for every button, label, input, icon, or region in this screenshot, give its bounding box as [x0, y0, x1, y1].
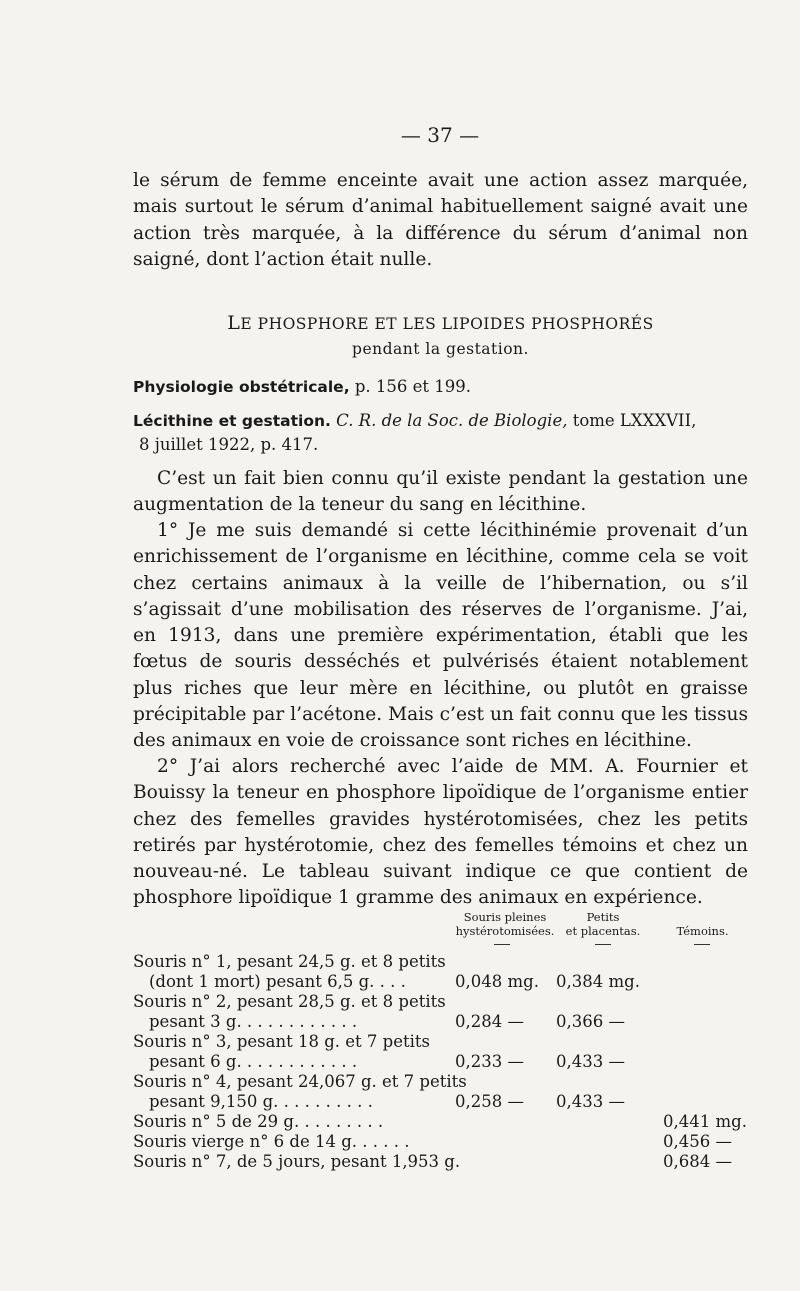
section-title-line2: pendant la gestation. [352, 340, 529, 358]
row-value-col2: 0,433 — [556, 1052, 625, 1071]
row-label: Souris n° 1, pesant 24,5 g. et 8 petits [133, 952, 446, 971]
row-value-col3: 0,456 — [663, 1132, 732, 1151]
table-header-col2 [553, 910, 653, 938]
section-title-rest: E PHOSPHORE ET LES LIPOIDES PHOSPHORÉS [240, 315, 654, 333]
paragraph-2-text: 1° Je me suis demandé si cette lécithinémie provenait d’un enrichissement de l’organisme en lécithine, comme cela se voit chez certains animaux à la veille de l’hibernation, ou s’il s’agissait d’une mobilisation des réserves de l’organisme. J’ai, en 1913, dans une première expérimentation, établi que les fœtus de souris desséchés et pulvérisés étaient notablement plus riches que leur mère en lécithine, ou plutôt en graisse précipitable par l’acétone. Mais c’est un fait connu que les tissus des animaux en voie de croissance sont riches en lécithine. [133, 520, 748, 752]
row-value-col1: 0,284 — [455, 1012, 524, 1031]
header-dash-col1 [494, 944, 510, 945]
row-value-col2: 0,433 — [556, 1092, 625, 1111]
row-value-col3: 0,684 — [663, 1152, 732, 1171]
paragraph-3-text: 2° J’ai alors recherché avec l’aide de MM. A. Fournier et Bouissy la teneur en phosphore lipoïdique de l’organisme entier chez des femelles gravides hystérotomisées, chez les petits retirés par hystérotomie, chez des femelles témoins et chez un nouveau-né. Le tableau suivant indique ce que contient de phosphore lipoïdique 1 gramme des animaux en expérience. [133, 756, 748, 909]
paragraph-2 [133, 518, 748, 755]
reference-2-date: 8 juillet 1922, p. 417. [139, 435, 319, 454]
row-label: Souris n° 3, pesant 18 g. et 7 petits [133, 1032, 430, 1051]
row-label: Souris n° 5 de 29 g. . . . . . . . . [133, 1112, 384, 1131]
paragraph-3 [133, 754, 748, 912]
row-value-col1: 0,233 — [455, 1052, 524, 1071]
table-header-col2-line1: Petits [586, 910, 620, 924]
paragraph-1 [133, 466, 748, 519]
row-label: Souris n° 4, pesant 24,067 g. et 7 petits [133, 1072, 467, 1091]
row-value-col1: 0,048 mg. [455, 972, 539, 991]
reference-2-volume: tome LXXXVII, [567, 411, 697, 430]
intro-paragraph: le sérum de femme enceinte avait une action assez marquée, mais surtout le sérum d’animal habituellement saigné avait une action très marquée, à la différence du sérum d’animal non saigné, dont l’action était nulle. [133, 170, 748, 270]
row-label: pesant 3 g. . . . . . . . . . . . [149, 1012, 358, 1031]
page-number: — 37 — [400, 123, 480, 147]
section-title-line1 [133, 312, 748, 334]
reference-1 [133, 375, 753, 399]
row-value-col1: 0,258 — [455, 1092, 524, 1111]
header-dash-col3 [694, 944, 710, 945]
row-label: pesant 6 g. . . . . . . . . . . . [149, 1052, 358, 1071]
section-title-initial: L [227, 312, 241, 334]
row-label: Souris n° 2, pesant 28,5 g. et 8 petits [133, 992, 446, 1011]
reference-2-journal: C. R. de la Soc. de Biologie, [330, 411, 568, 430]
row-label: Souris n° 7, de 5 jours, pesant 1,953 g. [133, 1152, 461, 1171]
reference-2-title: Lécithine et gestation. [133, 412, 331, 430]
reference-1-pages: p. 156 et 199. [349, 377, 472, 396]
row-label: pesant 9,150 g. . . . . . . . . . [149, 1092, 373, 1111]
reference-2 [133, 409, 753, 457]
row-value-col3: 0,441 mg. [663, 1112, 747, 1131]
row-label: Souris vierge n° 6 de 14 g. . . . . . [133, 1132, 410, 1151]
table-header-col1-line2: hystérotomisées. [455, 924, 555, 938]
table-header-col1-line1: Souris pleines [463, 910, 547, 924]
table-header-col2-line2: et placentas. [565, 924, 641, 938]
row-value-col2: 0,384 mg. [556, 972, 640, 991]
paragraph-1-text: C’est un fait bien connu qu’il existe pendant la gestation une augmentation de la teneur du sang en lécithine. [133, 468, 748, 516]
table-header-col3: Témoins. [676, 924, 729, 938]
row-label: (dont 1 mort) pesant 6,5 g. . . . [149, 972, 406, 991]
row-value-col2: 0,366 — [556, 1012, 625, 1031]
header-dash-col2 [595, 944, 611, 945]
reference-1-title: Physiologie obstétricale, [133, 378, 350, 396]
table-header-col1 [440, 910, 570, 938]
